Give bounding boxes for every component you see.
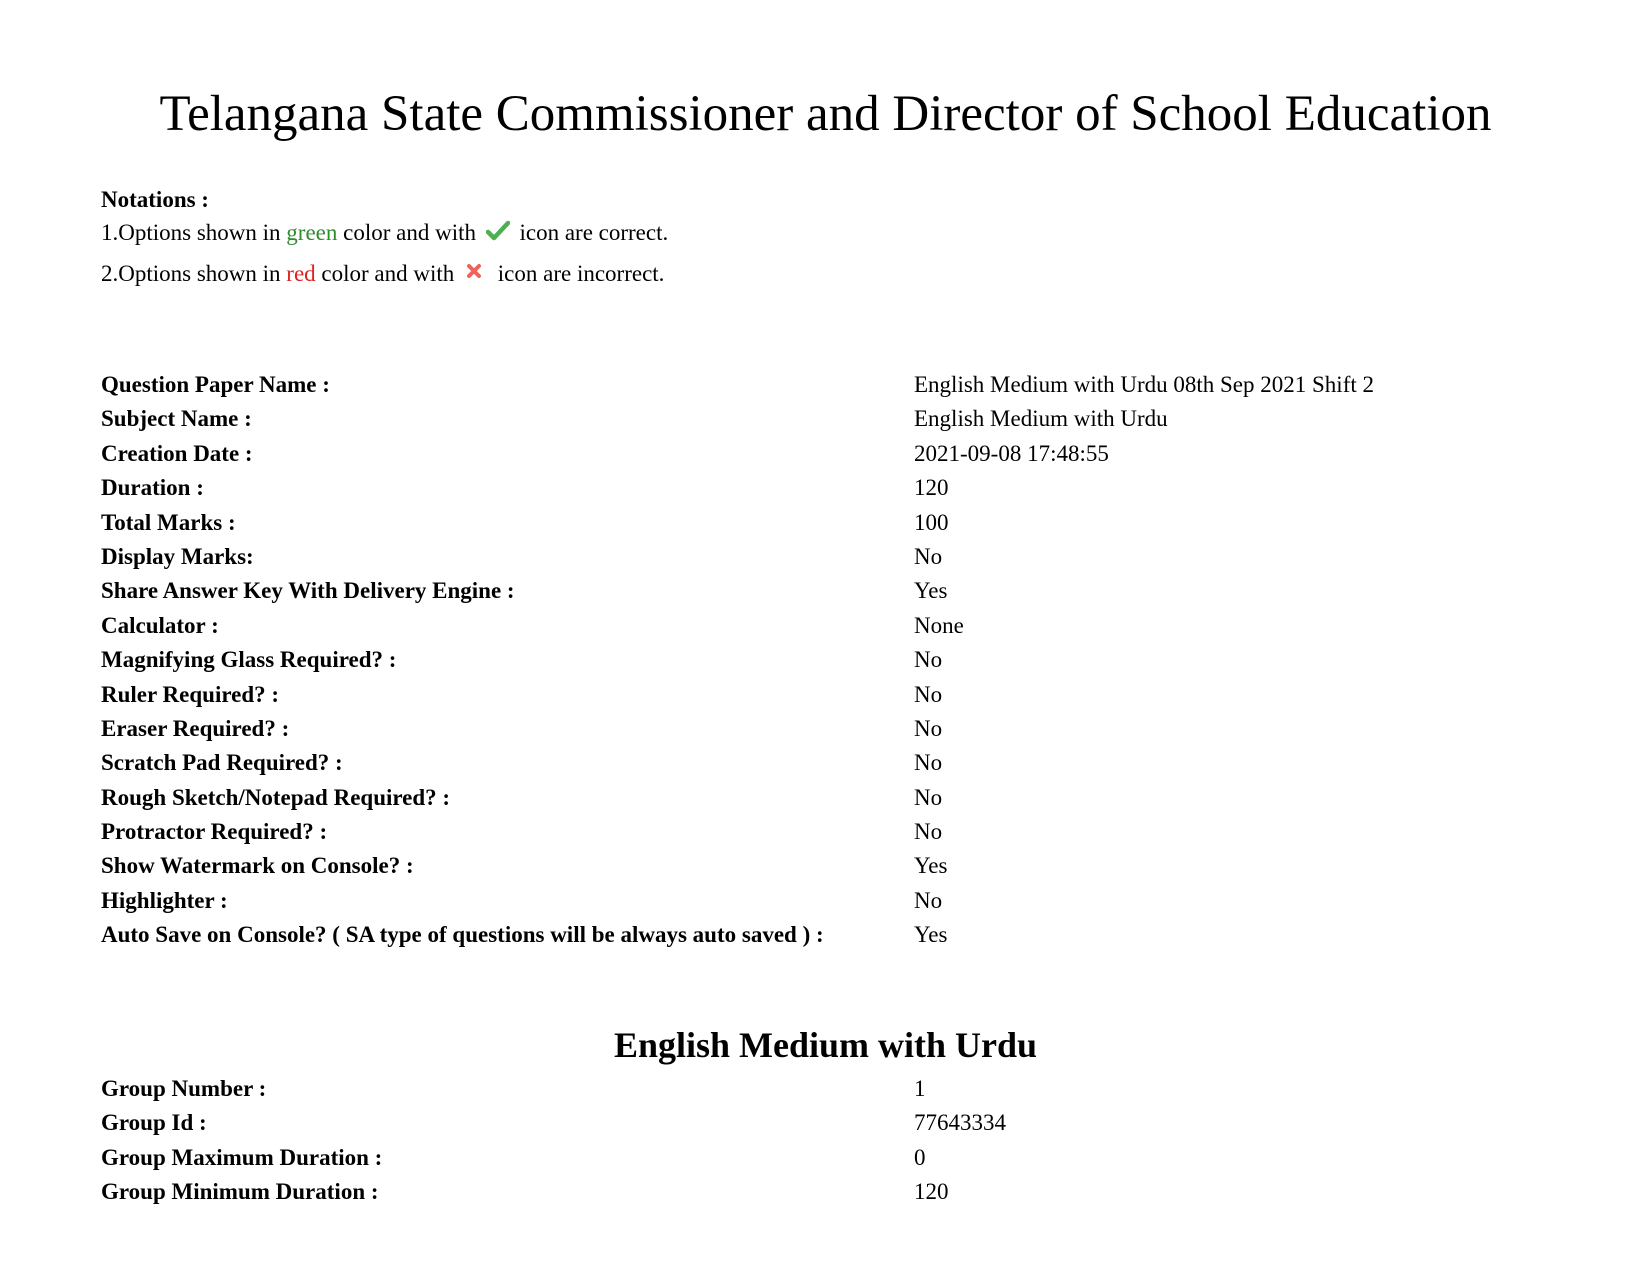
notation-incorrect-suffix: icon are incorrect. (497, 261, 665, 286)
group-value: 0 (914, 1144, 926, 1170)
detail-label: Display Marks: (101, 543, 254, 569)
detail-row (101, 544, 1374, 578)
group-label: Group Id : (101, 1110, 207, 1136)
group-value: 77643334 (914, 1110, 1006, 1136)
group-row (101, 1145, 1006, 1179)
detail-row (101, 578, 1374, 612)
detail-label: Creation Date : (101, 440, 253, 466)
group-row (101, 1179, 1006, 1213)
group-row (101, 1110, 1006, 1144)
detail-label: Auto Save on Console? ( SA type of questions will be always auto saved ) : (101, 922, 824, 948)
notations (101, 186, 668, 292)
detail-row (101, 372, 1374, 406)
detail-label: Calculator : (101, 612, 219, 638)
detail-label: Show Watermark on Console? : (101, 853, 414, 879)
detail-value: No (914, 681, 943, 707)
group-value: 120 (914, 1179, 949, 1205)
detail-value: Yes (914, 922, 948, 948)
detail-row (101, 853, 1374, 887)
group-details (101, 1076, 1006, 1214)
detail-label: Scratch Pad Required? : (101, 750, 343, 776)
detail-row (101, 406, 1374, 440)
detail-label: Duration : (101, 475, 204, 501)
cross-icon (466, 253, 482, 290)
detail-row (101, 716, 1374, 750)
group-label: Group Number : (101, 1076, 267, 1101)
detail-value: English Medium with Urdu 08th Sep 2021 Shift 2 (914, 372, 1374, 397)
detail-row (101, 441, 1374, 475)
detail-value: 120 (914, 475, 949, 501)
detail-row (101, 682, 1374, 716)
group-label: Group Maximum Duration : (101, 1144, 383, 1170)
check-icon (486, 216, 510, 253)
detail-label: Eraser Required? : (101, 715, 290, 741)
detail-label: Magnifying Glass Required? : (101, 647, 397, 673)
detail-value: No (914, 784, 943, 810)
detail-label: Highlighter : (101, 887, 228, 913)
detail-value: No (914, 887, 943, 913)
detail-value: 100 (914, 509, 949, 535)
question-paper-details (101, 372, 1374, 957)
notation-red-word: red (286, 261, 316, 286)
group-value: 1 (914, 1076, 926, 1101)
notation-correct-middle: color and with (343, 220, 476, 245)
detail-row (101, 888, 1374, 922)
detail-value: No (914, 819, 943, 845)
detail-label: Rough Sketch/Notepad Required? : (101, 784, 451, 810)
page-title: Telangana State Commissioner and Director of School Education (159, 86, 1492, 142)
detail-row (101, 819, 1374, 853)
detail-label: Share Answer Key With Delivery Engine : (101, 578, 515, 604)
section-title: English Medium with Urdu (613, 1025, 1038, 1065)
detail-value: No (914, 647, 943, 673)
notation-incorrect-middle: color and with (321, 261, 455, 286)
detail-label: Total Marks : (101, 509, 236, 535)
detail-value: English Medium with Urdu (914, 406, 1168, 432)
detail-row (101, 613, 1374, 647)
detail-row (101, 922, 1374, 956)
notations-heading: Notations : (101, 187, 209, 212)
detail-value: None (914, 612, 964, 638)
detail-value: No (914, 543, 943, 569)
group-label: Group Minimum Duration : (101, 1179, 379, 1205)
detail-label: Subject Name : (101, 406, 252, 432)
detail-row (101, 647, 1374, 681)
detail-row (101, 785, 1374, 819)
detail-value: Yes (914, 578, 948, 604)
notation-green-word: green (286, 220, 338, 245)
group-row (101, 1076, 1006, 1110)
notation-correct (101, 214, 668, 253)
notation-correct-prefix: 1.Options shown in (101, 220, 281, 245)
detail-value: No (914, 715, 943, 741)
detail-row (101, 510, 1374, 544)
notation-correct-suffix: icon are correct. (519, 220, 669, 245)
detail-row (101, 475, 1374, 509)
detail-row (101, 750, 1374, 784)
detail-value: 2021-09-08 17:48:55 (914, 440, 1109, 466)
detail-value: Yes (914, 853, 948, 879)
notation-incorrect-prefix: 2.Options shown in (101, 261, 281, 286)
detail-label: Protractor Required? : (101, 819, 328, 845)
detail-label: Question Paper Name : (101, 372, 330, 397)
detail-value: No (914, 750, 943, 776)
detail-label: Ruler Required? : (101, 681, 280, 707)
notation-incorrect (101, 253, 668, 292)
